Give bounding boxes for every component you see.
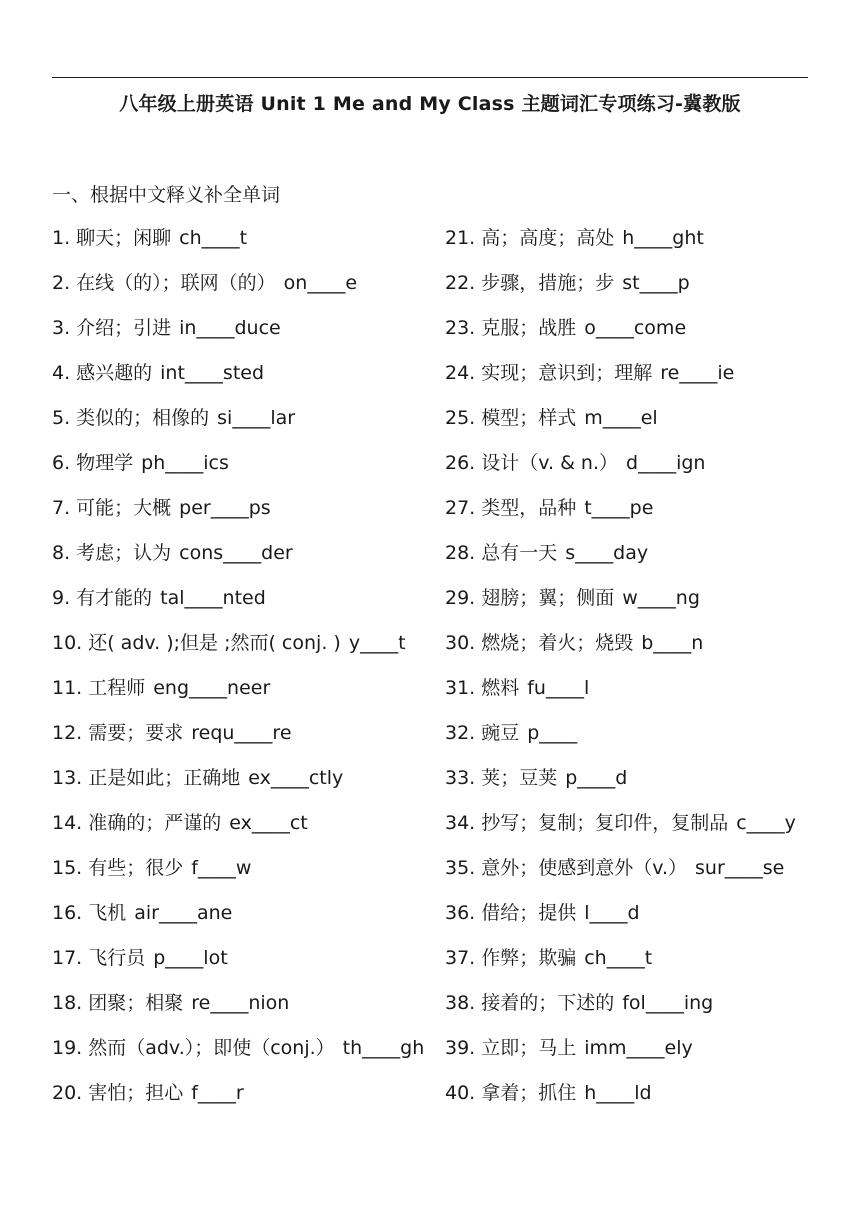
chinese-meaning: 物理学 — [76, 452, 134, 474]
exercise-item — [445, 945, 825, 990]
word-blank: o____come — [584, 317, 687, 339]
chinese-meaning: 正是如此；正确地 — [88, 767, 241, 789]
word-blank: in____duce — [179, 317, 281, 339]
word-blank: t____pe — [584, 497, 654, 519]
item-number: 26. — [445, 452, 476, 474]
left-column — [52, 225, 432, 1125]
chinese-meaning: 可能；大概 — [76, 497, 172, 519]
item-number: 12. — [52, 722, 83, 744]
word-blank: imm____ely — [584, 1037, 693, 1059]
exercise-item — [52, 810, 432, 855]
exercise-item — [52, 1080, 432, 1125]
item-number: 19. — [52, 1037, 83, 1059]
word-blank: c____y — [736, 812, 796, 834]
item-number: 4. — [52, 362, 71, 384]
item-number: 18. — [52, 992, 83, 1014]
exercise-item — [52, 765, 432, 810]
item-number: 13. — [52, 767, 83, 789]
item-number: 3. — [52, 317, 71, 339]
item-number: 16. — [52, 902, 83, 924]
word-blank: st____p — [622, 272, 690, 294]
exercise-item — [52, 1035, 432, 1080]
word-blank: air____ane — [134, 902, 233, 924]
item-number: 40. — [445, 1082, 476, 1104]
item-number: 24. — [445, 362, 476, 384]
exercise-item — [445, 1080, 825, 1125]
chinese-meaning: 有才能的 — [76, 587, 153, 609]
exercise-item — [445, 540, 825, 585]
word-blank: cons____der — [179, 542, 293, 564]
item-number: 22. — [445, 272, 476, 294]
exercise-item — [445, 225, 825, 270]
item-number: 5. — [52, 407, 71, 429]
chinese-meaning: 步骤，措施；步 — [481, 272, 615, 294]
exercise-item — [52, 270, 432, 315]
chinese-meaning: 聊天；闲聊 — [76, 227, 172, 249]
chinese-meaning: 团聚；相聚 — [88, 992, 184, 1014]
exercise-item — [52, 630, 432, 675]
item-number: 7. — [52, 497, 71, 519]
word-blank: tal____nted — [160, 587, 266, 609]
chinese-meaning: 抄写；复制；复印件，复制品 — [481, 812, 729, 834]
word-blank: p____ — [527, 722, 578, 744]
exercise-item — [52, 990, 432, 1035]
chinese-meaning: 工程师 — [88, 677, 146, 699]
item-number: 14. — [52, 812, 83, 834]
item-number: 20. — [52, 1082, 83, 1104]
document-title: 八年级上册英语 Unit 1 Me and My Class 主题词汇专项练习-冀教版 — [119, 93, 741, 115]
exercise-item — [52, 945, 432, 990]
chinese-meaning: 拿着；抓住 — [481, 1082, 577, 1104]
exercise-item — [445, 270, 825, 315]
item-number: 21. — [445, 227, 476, 249]
item-number: 1. — [52, 227, 71, 249]
top-rule — [52, 77, 808, 78]
exercise-item — [445, 630, 825, 675]
chinese-meaning: 高；高度；高处 — [481, 227, 615, 249]
chinese-meaning: 意外；使感到意外（v.） — [481, 857, 688, 879]
item-number: 34. — [445, 812, 476, 834]
exercise-item — [445, 315, 825, 360]
exercise-item — [52, 540, 432, 585]
exercise-item — [52, 675, 432, 720]
chinese-meaning: 有些；很少 — [88, 857, 184, 879]
item-number: 11. — [52, 677, 83, 699]
word-blank: l____d — [584, 902, 640, 924]
word-blank: eng____neer — [153, 677, 271, 699]
chinese-meaning: 荚；豆荚 — [481, 767, 558, 789]
word-blank: s____day — [565, 542, 649, 564]
word-blank: fu____l — [527, 677, 590, 699]
word-blank: f____w — [191, 857, 252, 879]
exercise-item — [52, 450, 432, 495]
chinese-meaning: 害怕；担心 — [88, 1082, 184, 1104]
word-blank: b____n — [641, 632, 704, 654]
exercise-item — [445, 585, 825, 630]
chinese-meaning: 总有一天 — [481, 542, 558, 564]
exercise-item — [445, 360, 825, 405]
word-blank: y____t — [348, 632, 406, 654]
chinese-meaning: 飞机 — [88, 902, 127, 924]
exercise-item — [445, 900, 825, 945]
item-number: 32. — [445, 722, 476, 744]
item-number: 23. — [445, 317, 476, 339]
word-blank: fol____ing — [622, 992, 714, 1014]
exercise-item — [445, 810, 825, 855]
word-blank: int____sted — [160, 362, 265, 384]
chinese-meaning: 需要；要求 — [88, 722, 184, 744]
item-number: 25. — [445, 407, 476, 429]
item-number: 36. — [445, 902, 476, 924]
exercise-item — [445, 1035, 825, 1080]
word-blank: ex____ctly — [248, 767, 344, 789]
chinese-meaning: 借给；提供 — [481, 902, 577, 924]
chinese-meaning: 接着的；下述的 — [481, 992, 615, 1014]
exercise-item — [52, 900, 432, 945]
item-number: 2. — [52, 272, 71, 294]
exercise-item — [52, 585, 432, 630]
word-blank: per____ps — [179, 497, 271, 519]
word-blank: re____nion — [191, 992, 290, 1014]
word-blank: si____lar — [217, 407, 296, 429]
word-blank: re____ie — [660, 362, 735, 384]
item-number: 31. — [445, 677, 476, 699]
word-blank: ph____ics — [141, 452, 229, 474]
chinese-meaning: 立即；马上 — [481, 1037, 577, 1059]
exercise-item — [52, 855, 432, 900]
word-blank: th____gh — [342, 1037, 425, 1059]
word-blank: ch____t — [179, 227, 248, 249]
item-number: 38. — [445, 992, 476, 1014]
right-column — [445, 225, 825, 1125]
chinese-meaning: 然而（adv.）；即使（conj.） — [88, 1037, 335, 1059]
item-number: 39. — [445, 1037, 476, 1059]
word-blank: w____ng — [622, 587, 700, 609]
item-number: 37. — [445, 947, 476, 969]
word-blank: ex____ct — [229, 812, 308, 834]
word-blank: ch____t — [584, 947, 653, 969]
exercise-item — [52, 405, 432, 450]
word-blank: sur____se — [695, 857, 785, 879]
word-blank: d____ign — [626, 452, 706, 474]
chinese-meaning: 作弊；欺骗 — [481, 947, 577, 969]
chinese-meaning: 准确的；严谨的 — [88, 812, 222, 834]
word-blank: h____ld — [584, 1082, 652, 1104]
chinese-meaning: 介绍；引进 — [76, 317, 172, 339]
item-number: 10. — [52, 632, 83, 654]
chinese-meaning: 燃烧；着火；烧毁 — [481, 632, 634, 654]
chinese-meaning: 感兴趣的 — [76, 362, 153, 384]
item-number: 27. — [445, 497, 476, 519]
chinese-meaning: 飞行员 — [88, 947, 146, 969]
word-blank: p____d — [565, 767, 628, 789]
word-blank: h____ght — [622, 227, 704, 249]
exercise-item — [52, 495, 432, 540]
chinese-meaning: 还( adv. );但是 ;然而( conj. ) — [88, 632, 341, 654]
exercise-item — [445, 450, 825, 495]
chinese-meaning: 翅膀；翼；侧面 — [481, 587, 615, 609]
exercise-item — [52, 720, 432, 765]
word-blank: f____r — [191, 1082, 244, 1104]
item-number: 28. — [445, 542, 476, 564]
exercise-item — [52, 315, 432, 360]
exercise-item — [445, 720, 825, 765]
exercise-item — [445, 495, 825, 540]
item-number: 8. — [52, 542, 71, 564]
section-heading: 一、根据中文释义补全单词 — [52, 184, 281, 206]
chinese-meaning: 在线（的）；联网（的） — [76, 272, 276, 294]
exercise-item — [445, 765, 825, 810]
chinese-meaning: 类型，品种 — [481, 497, 577, 519]
word-blank: on____e — [283, 272, 358, 294]
word-blank: p____lot — [153, 947, 228, 969]
item-number: 33. — [445, 767, 476, 789]
chinese-meaning: 克服；战胜 — [481, 317, 577, 339]
item-number: 29. — [445, 587, 476, 609]
item-number: 9. — [52, 587, 71, 609]
exercise-item — [445, 990, 825, 1035]
word-blank: m____el — [584, 407, 658, 429]
item-number: 30. — [445, 632, 476, 654]
exercise-item — [52, 360, 432, 405]
chinese-meaning: 设计（v. & n.） — [481, 452, 619, 474]
chinese-meaning: 类似的；相像的 — [76, 407, 210, 429]
exercise-item — [445, 405, 825, 450]
exercise-item — [445, 675, 825, 720]
word-blank: requ____re — [191, 722, 292, 744]
item-number: 6. — [52, 452, 71, 474]
item-number: 15. — [52, 857, 83, 879]
chinese-meaning: 实现；意识到；理解 — [481, 362, 653, 384]
exercise-item — [52, 225, 432, 270]
exercise-item — [445, 855, 825, 900]
item-number: 35. — [445, 857, 476, 879]
item-number: 17. — [52, 947, 83, 969]
chinese-meaning: 燃料 — [481, 677, 520, 699]
chinese-meaning: 考虑；认为 — [76, 542, 172, 564]
chinese-meaning: 豌豆 — [481, 722, 520, 744]
chinese-meaning: 模型；样式 — [481, 407, 577, 429]
